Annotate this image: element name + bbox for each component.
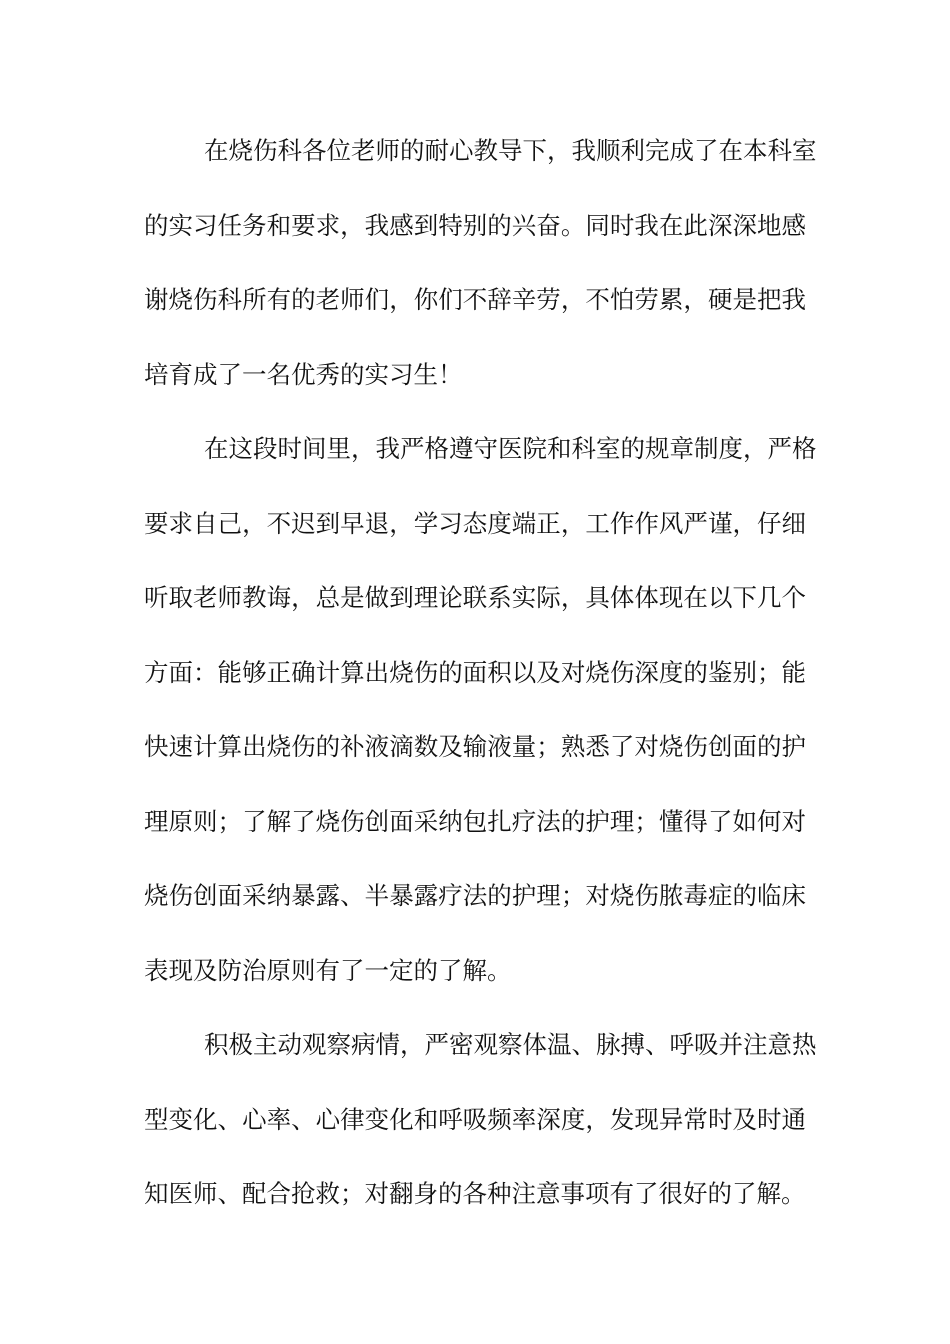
text-line: 的实习任务和要求，我感到特别的兴奋。同时我在此深深地感 xyxy=(144,210,806,240)
text-line: 培育成了一名优秀的实习生！ xyxy=(144,359,463,389)
text-line: 表现及防治原则有了一定的了解。 xyxy=(144,955,512,985)
text-line: 知医师、配合抢救；对翻身的各种注意事项有了很好的了解。 xyxy=(144,1179,806,1208)
text-line: 快速计算出烧伤的补液滴数及输液量；熟悉了对烧伤创面的护 xyxy=(144,732,806,761)
document-body xyxy=(144,114,817,1232)
text-line: 型变化、心率、心律变化和呼吸频率深度，发现异常时及时通 xyxy=(144,1104,806,1134)
text-line: 积极主动观察病情，严密观察体温、脉搏、呼吸并注意热 xyxy=(204,1030,817,1059)
text-line: 要求自己，不迟到早退，学习态度端正，工作作风严谨，仔细 xyxy=(144,508,806,538)
text-line: 谢烧伤科所有的老师们，你们不辞辛劳，不怕劳累，硬是把我 xyxy=(144,285,806,314)
text-line: 听取老师教诲，总是做到理论联系实际，具体体现在以下几个 xyxy=(144,583,806,612)
text-line: 理原则；了解了烧伤创面采纳包扎疗法的护理；懂得了如何对 xyxy=(144,806,806,836)
paragraph-3 xyxy=(144,1008,817,1232)
text-line: 在烧伤科各位老师的耐心教导下，我顺利完成了在本科室 xyxy=(204,136,817,165)
text-line: 方面：能够正确计算出烧伤的面积以及对烧伤深度的鉴别；能 xyxy=(144,657,806,687)
paragraph-2 xyxy=(144,412,817,1008)
text-line: 烧伤创面采纳暴露、半暴露疗法的护理；对烧伤脓毒症的临床 xyxy=(144,881,806,910)
paragraph-1 xyxy=(144,114,817,412)
text-line: 在这段时间里，我严格遵守医院和科室的规章制度，严格 xyxy=(204,434,817,463)
